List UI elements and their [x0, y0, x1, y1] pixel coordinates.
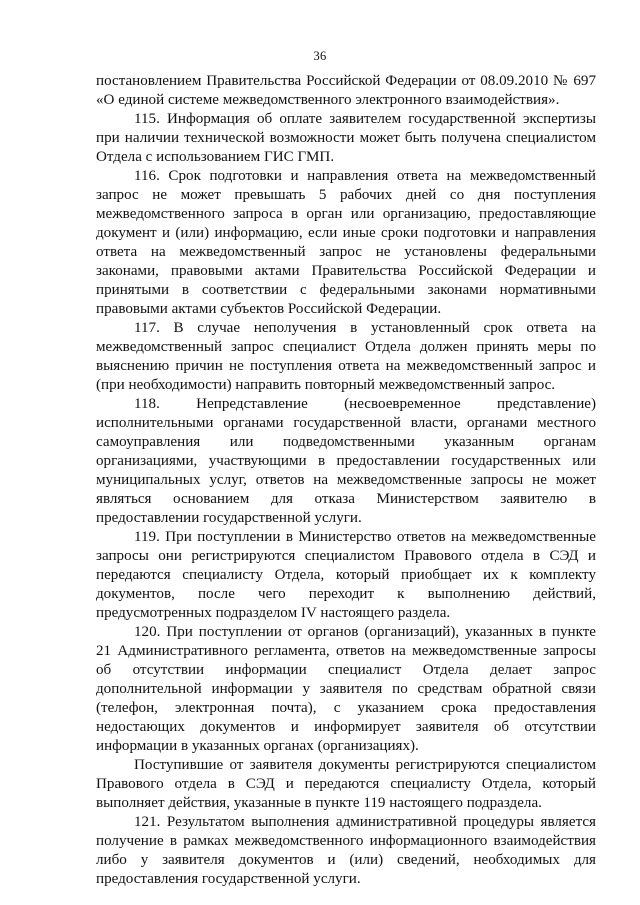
paragraph-120-continued: Поступившие от заявителя документы регистрируются специалистом Правового отдела в СЭД и передаются специалисту Отдела, который выполняет действия, указанные в пункте 119 настоящего подраздела. [96, 757, 596, 811]
paragraph-116: 116. Срок подготовки и направления ответа на межведомственный запрос не может превышать 5 рабочих дней со дня поступления межведомственного запроса в орган или организацию, предоставляющие документ и (или) информацию, если иные сроки подготовки и направления ответа на межведомственный запрос не установлены федеральными законами, правовыми актами Правительства Российской Федерации и принятыми в соответствии с федеральными законами нормативными правовыми актами субъектов Российской Федерации. [96, 168, 596, 317]
paragraph-118: 118. Непредставление (несвоевременное представление) исполнительными органами государственной власти, органами местного самоуправления или подведомственными указанным органам организациями, участвующими в предоставлении государственных или муниципальных услуг, ответов на межведомственные запросы не может являться основанием для отказа Министерством заявителю в предоставлении государственной услуги. [96, 396, 596, 526]
document-body [96, 72, 596, 889]
page-number: 36 [313, 49, 327, 63]
paragraph-119: 119. При поступлении в Министерство ответов на межведомственные запросы они регистрируются специалистом Правового отдела в СЭД и передаются специалисту Отдела, который приобщает их к комплекту документов, после чего переходит к выполнению действий, предусмотренных подразделом IV настоящего раздела. [96, 529, 596, 621]
paragraph-117: 117. В случае неполучения в установленный срок ответа на межведомственный запрос специалист Отдела должен принять меры по выяснению причин не поступления ответа на межведомственный запрос и (при необходимости) направить повторный межведомственный запрос. [96, 320, 596, 393]
paragraph-120: 120. При поступлении от органов (организаций), указанных в пункте 21 Административного регламента, ответов на межведомственные запросы об отсутствии информации специалист Отдела делает запрос дополнительной информации у заявителя по средствам обратной связи (телефон, электронная почта), с указанием срока предоставления недостающих документов и информирует заявителя об отсутствии информации в указанных органах (организациях). [96, 624, 596, 754]
paragraph-115: 115. Информация об оплате заявителем государственной экспертизы при наличии технической возможности может быть получена специалистом Отдела с использованием ГИС ГМП. [96, 111, 596, 165]
paragraph-continuation: постановлением Правительства Российской Федерации от 08.09.2010 № 697 «О единой системе межведомственного электронного взаимодействия». [96, 73, 596, 108]
paragraph-121: 121. Результатом выполнения административной процедуры является получение в рамках межведомственного информационного взаимодействия либо у заявителя документов и (или) сведений, необходимых для предоставления государственной услуги. [96, 814, 596, 887]
